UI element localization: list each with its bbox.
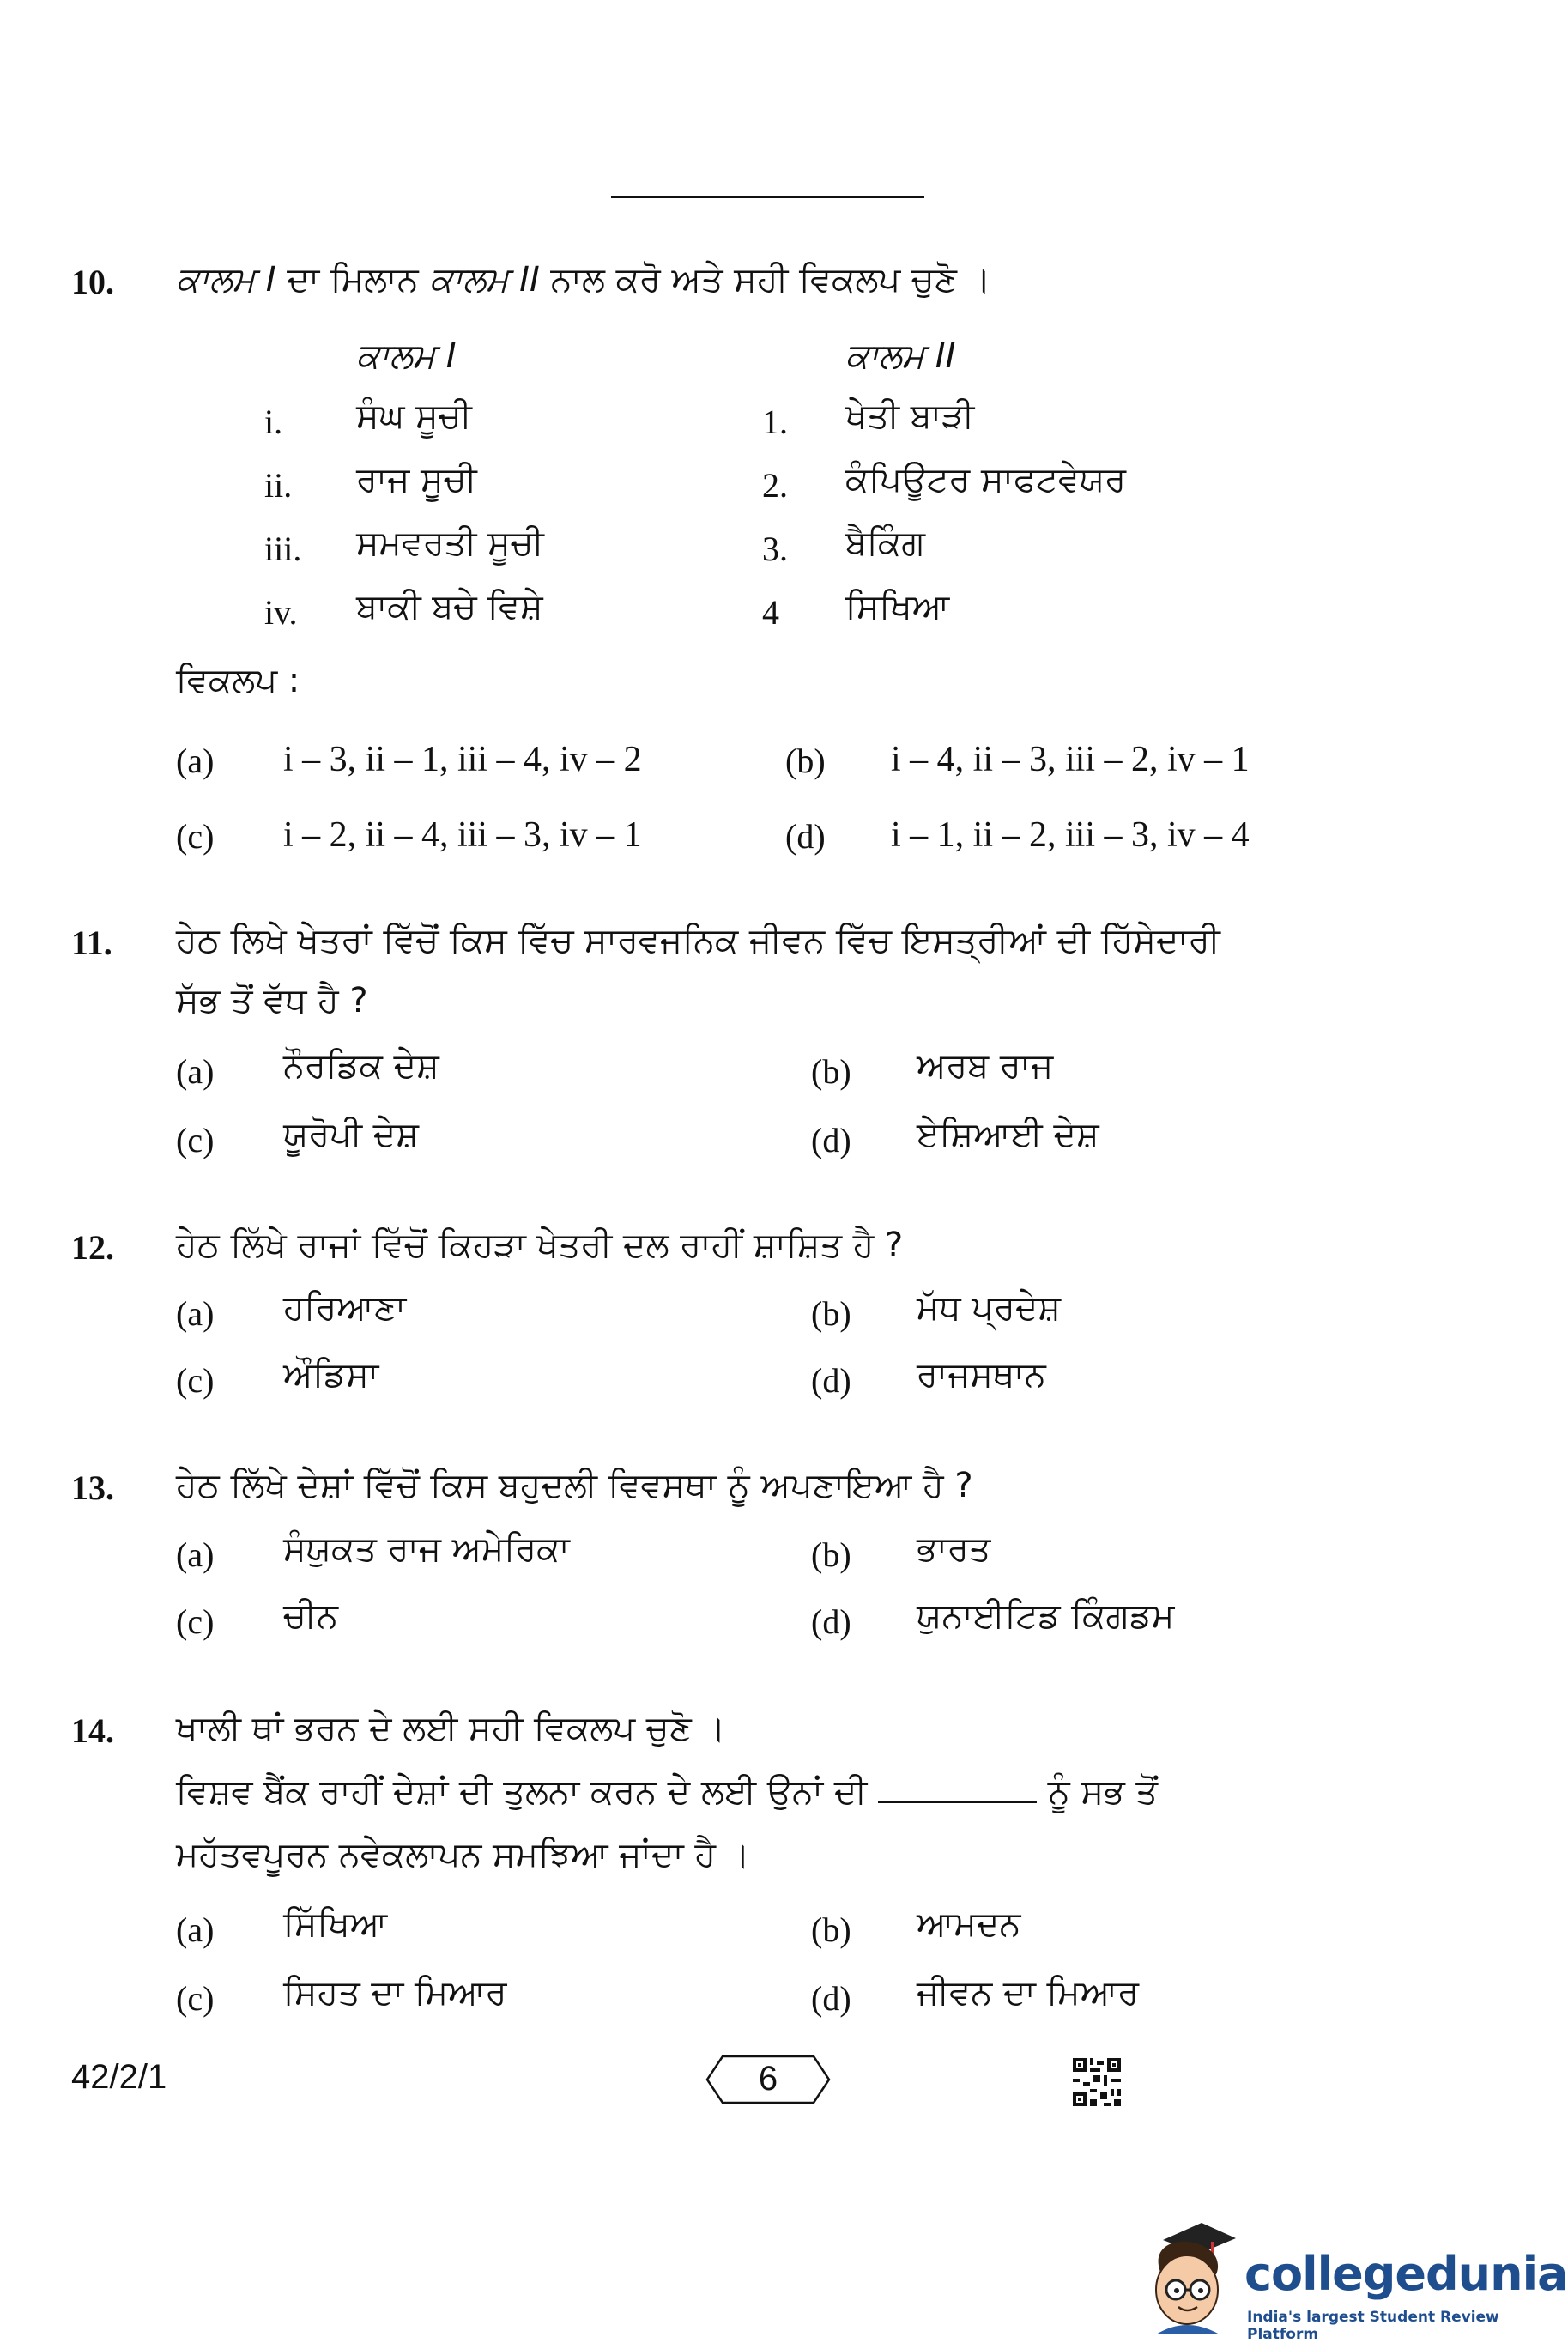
option-label: (c) (176, 1602, 215, 1641)
option-label: (a) (176, 1910, 215, 1949)
option-label: (b) (785, 742, 826, 780)
question-text-12: ਹੇਠ ਲਿੱਖੇ ਰਾਜਾਂ ਵਿੱਚੋਂ ਕਿਹੜਾ ਖੇਤਰੀ ਦਲ ਰਾਹੀਂ ਸ਼ਾਸ਼ਿਤ ਹੈ ? (176, 1226, 904, 1265)
option-label: (b) (811, 1910, 851, 1949)
option-label: (c) (176, 1361, 215, 1400)
match-row-right: ਬੈਕਿੰਗ (845, 524, 925, 563)
option-label: (a) (176, 1052, 215, 1091)
option-label: (c) (176, 817, 215, 856)
question-text-13: ਹੇਠ ਲਿੱਖੇ ਦੇਸ਼ਾਂ ਵਿੱਚੋਂ ਕਿਸ ਬਹੁਦਲੀ ਵਿਵਸਥਾ ਨੂੰ ਅਪਣਾਇਆ ਹੈ ? (176, 1466, 973, 1505)
option-label: (b) (811, 1535, 851, 1574)
question-number-14: 14. (71, 1711, 114, 1750)
match-row-roman: ii. (264, 466, 293, 505)
option-text: i – 3, ii – 1, iii – 4, iv – 2 (283, 740, 642, 779)
match-row-num: 1. (762, 403, 788, 441)
question-text-11-line2: ਸੱਭ ਤੋਂ ਵੱਧ ਹੈ ? (176, 981, 368, 1020)
match-row-roman: iii. (264, 530, 302, 568)
match-row-num: 2. (762, 466, 788, 505)
option-text: ਆਮਦਨ (917, 1904, 1021, 1944)
option-text: ਜੀਵਨ ਦਾ ਮਿਆਰ (917, 1973, 1140, 2013)
option-text: i – 1, ii – 2, iii – 3, iv – 4 (891, 815, 1250, 855)
option-text: ਔਡਿਸਾ (283, 1355, 379, 1395)
option-text: ਰਾਜਸਥਾਨ (917, 1355, 1046, 1395)
match-row-roman: i. (264, 403, 283, 441)
option-label: (d) (811, 1361, 851, 1400)
question-number-12: 12. (71, 1228, 114, 1267)
option-label: (b) (811, 1052, 851, 1091)
option-text: ਏਸ਼ਿਆਈ ਦੇਸ਼ (917, 1115, 1099, 1154)
qr-code-icon (1073, 2058, 1121, 2106)
option-label: (d) (811, 1602, 851, 1641)
match-row-left: ਸਮਵਰਤੀ ਸੂਚੀ (356, 524, 544, 563)
question-text-11-line1: ਹੇਠ ਲਿਖੇ ਖੇਤਰਾਂ ਵਿੱਚੋਂ ਕਿਸ ਵਿੱਚ ਸਾਰਵਜਨਿਕ ਜੀਵਨ ਵਿੱਚ ਇਸਤ੍ਰੀਆਂ ਦੀ ਹਿੱਸੇਦਾਰੀ (176, 921, 1220, 960)
page-number: 6 (758, 2060, 778, 2098)
brand-name: collegedunia (1244, 2247, 1568, 2301)
option-label: (a) (176, 742, 215, 780)
brand-tagline: India's largest Student Review Platform (1247, 2309, 1499, 2343)
option-text: ਹਰਿਆਣਾ (283, 1288, 407, 1328)
option-text: ਯੁਨਾਈਟਿਡ ਕਿੰਗਡਮ (917, 1596, 1175, 1636)
fill-in-blank (878, 1776, 1037, 1803)
option-label: (c) (176, 1979, 215, 2018)
option-text: ਨੌਰਡਿਕ ਦੇਸ਼ (283, 1046, 439, 1086)
student-mascot-icon (1137, 2214, 1240, 2334)
option-label: (d) (811, 1979, 851, 2018)
option-label: (a) (176, 1535, 215, 1574)
question-text-10: ਕਾਲਮ I ਦਾ ਮਿਲਾਨ ਕਾਲਮ II ਨਾਲ ਕਰੋ ਅਤੇ ਸਹੀ ਵਿਕਲਪ ਚੁਣੋ । (176, 260, 991, 300)
option-text: i – 4, ii – 3, iii – 2, iv – 1 (891, 740, 1250, 779)
option-text: ਭਾਰਤ (917, 1529, 991, 1569)
option-text: ਚੀਨ (283, 1596, 338, 1636)
question-number-11: 11. (71, 923, 112, 962)
question-text-14-line1: ਖਾਲੀ ਥਾਂ ਭਰਨ ਦੇ ਲਈ ਸਹੀ ਵਿਕਲਪ ਚੁਣੋ । (176, 1709, 726, 1748)
match-row-roman: iv. (264, 593, 298, 632)
collegedunia-watermark (1137, 2214, 1568, 2343)
question-text-14-line2: ਵਿਸ਼ਵ ਬੈਂਕ ਰਾਹੀਂ ਦੇਸ਼ਾਂ ਦੀ ਤੁਲਨਾ ਕਰਨ ਦੇ ਲਈ ਉਨਾਂ ਦੀ ਨੂੰ ਸਭ ਤੋਂ (176, 1772, 1158, 1812)
option-label: (c) (176, 1121, 215, 1159)
match-row-right: ਕੰਪਿਊਟਰ ਸਾਫਟਵੇਯਰ (845, 460, 1127, 499)
option-label: (d) (811, 1121, 851, 1159)
question-text-14-line3: ਮਹੱਤਵਪੂਰਨ ਨਵੇਕਲਾਪਨ ਸਮਝਿਆ ਜਾਂਦਾ ਹੈ । (176, 1835, 750, 1874)
match-row-left: ਸੰਘ ਸੂਚੀ (356, 397, 472, 436)
match-row-right: ਸਿਖਿਆ (845, 587, 950, 627)
match-row-right: ਖੇਤੀ ਬਾੜੀ (845, 397, 975, 436)
question-number-10: 10. (71, 263, 114, 301)
option-text: ਸਿਹਤ ਦਾ ਮਿਆਰ (283, 1973, 507, 2013)
match-row-num: 3. (762, 530, 788, 568)
option-label: (b) (811, 1294, 851, 1333)
match-row-num: 4 (762, 593, 779, 632)
option-text: i – 2, ii – 4, iii – 3, iv – 1 (283, 815, 642, 855)
question-number-13: 13. (71, 1468, 114, 1507)
top-rule (611, 196, 924, 198)
column-1-header: ਕਾਲਮ I (356, 336, 457, 376)
option-text: ਯੂਰੋਪੀ ਦੇਸ਼ (283, 1115, 419, 1154)
option-text: ਅਰਬ ਰਾਜ (917, 1046, 1054, 1086)
page-number-box (704, 2053, 832, 2106)
option-label: (a) (176, 1294, 215, 1333)
match-row-left: ਬਾਕੀ ਬਚੇ ਵਿਸ਼ੇ (356, 587, 543, 627)
option-label: (d) (785, 817, 826, 856)
column-2-header: ਕਾਲਮ II (845, 336, 956, 376)
option-text: ਮੱਧ ਪ੍ਰਦੇਸ਼ (917, 1288, 1061, 1328)
match-row-left: ਰਾਜ ਸੂਚੀ (356, 460, 477, 499)
paper-code: 42/2/1 (71, 2058, 167, 2096)
option-text: ਸਿੱਖਿਆ (283, 1904, 388, 1944)
options-label: ਵਿਕਲਪ : (176, 661, 300, 700)
option-text: ਸੰਯੁਕਤ ਰਾਜ ਅਮੇਰਿਕਾ (283, 1529, 570, 1569)
